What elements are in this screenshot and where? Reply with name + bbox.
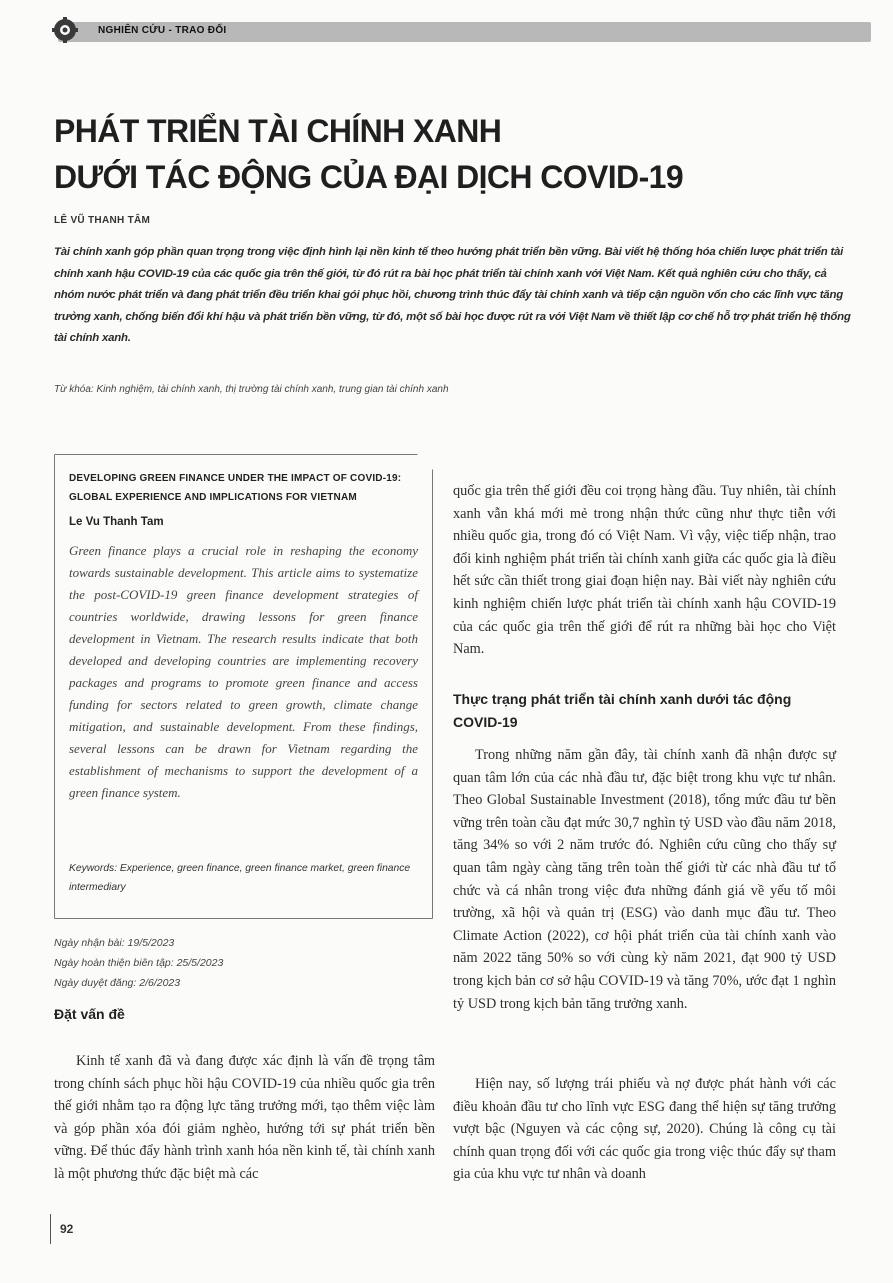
- title-line-2: DƯỚI TÁC ĐỘNG CỦA ĐẠI DỊCH COVID-19: [54, 159, 684, 195]
- author-name: LÊ VŨ THANH TÂM: [54, 215, 151, 226]
- page-number: 92: [60, 1222, 74, 1236]
- page-number-rule: [50, 1214, 51, 1244]
- english-title: DEVELOPING GREEN FINANCE UNDER THE IMPACT OF COVID-19: GLOBAL EXPERIENCE AND IMPLICATIONS FOR VIETNAM: [69, 473, 402, 503]
- english-author: Le Vu Thanh Tam: [69, 516, 164, 528]
- english-abstract: Green finance plays a crucial role in reshaping the economy towards sustainable development. This article aims to systematize the post-COVID-19 green finance development strategies of countries worldwide, drawing lessons for green finance development in Vietnam. The research results indicate that both developed and developing countries are implementing recovery packages and programs to promote green finance and access funding for sectors related to green growth, climate change mitigation, and sustainable development. From these findings, several lessons can be drawn for Vietnam regarding the establishment of mechanisms to support the development of a green finance system.: [69, 543, 418, 800]
- abstract-vietnamese: Tài chính xanh góp phần quan trọng trong việc định hình lại nền kinh tế theo hướng phát triển bền vững. Bài viết hệ thống hóa chiến lược phát triển tài chính xanh hậu COVID-19 của các quốc gia trên thế giới, từ đó rút ra bài học phát triển tài chính xanh với Việt Nam. Kết quả nghiên cứu cho thấy, cả nhóm nước phát triển và đang phát triển đều triển khai gói phục hồi, chương trình thúc đẩy tài chính xanh và tiếp cận nguồn vốn cho các lĩnh vực tăng trưởng xanh, chống biến đổi khí hậu và phát triển bền vững, từ đó, một số bài học được rút ra với Việt Nam về thiết lập cơ chế hỗ trợ phát triển hệ thống tài chính xanh.: [54, 246, 851, 345]
- body-paragraph-right-2: Trong những năm gần đây, tài chính xanh đã nhận được sự quan tâm lớn của các nhà đầu tư, đặc biệt trong khu vực tư nhân. Theo Global Sustainable Investment (2018), tổng mức đầu tư bền vững trên toàn cầu đạt mức 30,7 nghìn tỷ USD vào đầu năm 2018, tăng 34% so với 2 năm trước đó. Nghiên cứu cũng cho thấy sự quan tâm ngày càng tăng trên toàn thế giới từ các nhà đầu tư tổ chức và cá nhân trong việc đưa những đánh giá về yếu tố môi trường, xã hội và quản trị (ESG) vào danh mục đầu tư. Theo Climate Action (2022), cơ hội phát triển của tài chính xanh vào năm 2022 tăng 50% so với cùng kỳ năm 2021, đạt 900 tỷ USD trong kịch bản cơ sở hậu COVID-19 và tăng 70%, ước đạt 1 nghìn tỷ USD trong kịch bản tăng trưởng xanh.: [453, 747, 836, 1012]
- header-bar: [58, 22, 871, 42]
- article-dates: [54, 933, 223, 993]
- gear-logo-icon: [52, 17, 78, 43]
- article-title: [54, 108, 854, 200]
- date-revised: Ngày hoàn thiện biên tập: 25/5/2023: [54, 957, 224, 969]
- body-paragraph-right-3: Hiện nay, số lượng trái phiếu và nợ được phát hành với các điều khoản đầu tư cho lĩnh vực ESG đang thể hiện sự tăng trưởng vượt bậc (Nguyen và các cộng sự, 2020). Chúng là công cụ tài chính quan trọng đối với các quốc gia trong việc thúc đẩy sự tham gia của khu vực tư nhân và doanh: [453, 1076, 836, 1183]
- date-received: Ngày nhận bài: 19/5/2023: [54, 937, 175, 949]
- body-paragraph-left: Kinh tế xanh đã và đang được xác định là vấn đề trọng tâm trong chính sách phục hồi hậu COVID-19 của nhiều quốc gia trên thế giới nhằm tạo ra động lực tăng trưởng mới, tạo thêm việc làm và góp phần xóa đói giảm nghèo, hướng tới sự phát triển bền vững. Để thúc đẩy hành trình xanh hóa nền kinh tế, tài chính xanh là một phương thức đặc biệt mà các: [54, 1053, 435, 1182]
- section-heading-introduction: Đặt vấn đề: [54, 1006, 125, 1022]
- section-heading-status: Thực trạng phát triển tài chính xanh dưới tác động COVID-19: [453, 691, 792, 730]
- title-line-1: PHÁT TRIỂN TÀI CHÍNH XANH: [54, 113, 502, 149]
- section-label: NGHIÊN CỨU - TRAO ĐỔI: [98, 25, 227, 36]
- english-keywords: Keywords: Experience, green finance, green finance market, green finance intermediary: [69, 863, 411, 893]
- keywords-vietnamese: Từ khóa: Kinh nghiệm, tài chính xanh, thị trường tài chính xanh, trung gian tài chính xanh: [54, 384, 449, 395]
- english-abstract-box: [54, 454, 433, 919]
- body-paragraph-right-1: quốc gia trên thế giới đều coi trọng hàng đầu. Tuy nhiên, tài chính xanh vẫn khá mới mẻ trong nhận thức cũng như thực tiễn với nhiều quốc gia, trong đó có Việt Nam. Vì vậy, việc tiếp nhận, trao đổi kinh nghiệm phát triển tài chính xanh giữa các quốc gia là điều hết sức cần thiết trong giai đoạn hiện nay. Bài viết này nghiên cứu kinh nghiệm chiến lược phát triển tài chính xanh hậu COVID-19 của các quốc gia trên thế giới để rút ra những bài học cho Việt Nam.: [453, 483, 836, 658]
- date-approved: Ngày duyệt đăng: 2/6/2023: [54, 977, 181, 989]
